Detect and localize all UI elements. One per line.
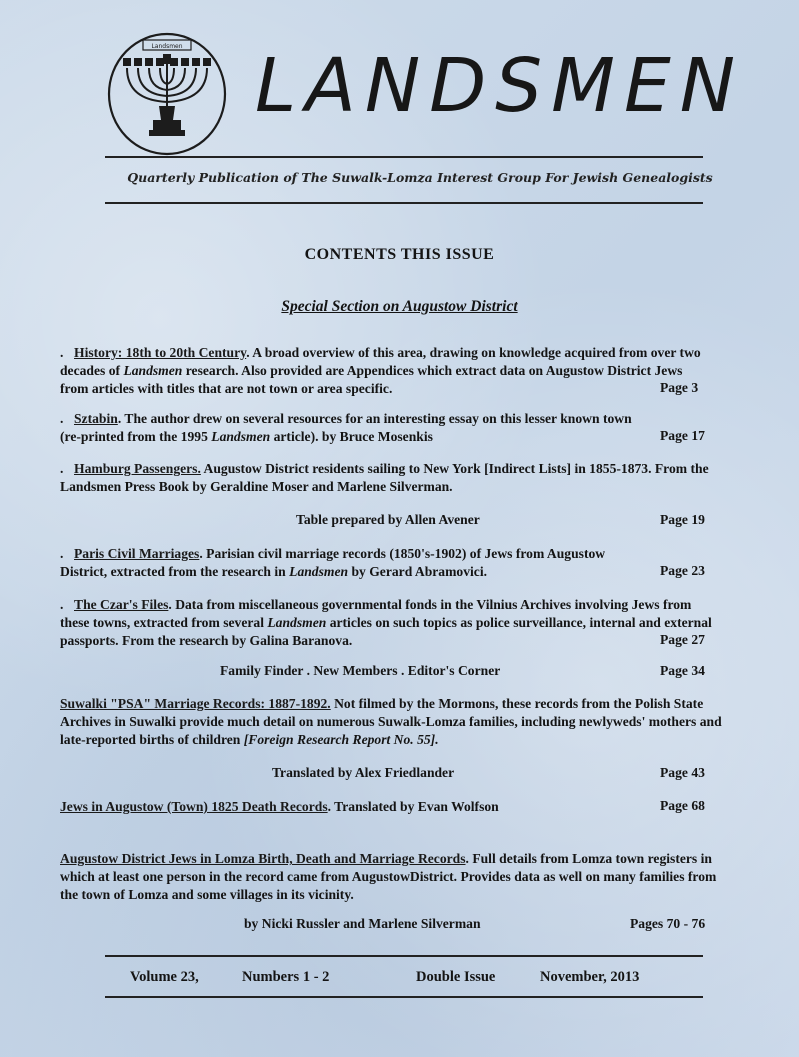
toc-entry-history xyxy=(60,344,710,398)
credit-lomza: by Nicki Russler and Marlene Silverman xyxy=(244,916,481,931)
page-ref-paris: Page 23 xyxy=(660,563,705,578)
entry-text: . The author drew on several resources for an interesting essay on this lesser known town (re-printed from the 1995 xyxy=(60,411,632,444)
entry-text: Augustow District residents sailing to New York [Indirect Lists] in 1855-1873. From the Landsmen Press Book by Geraldine Moser and Marlene Silverman. xyxy=(60,461,709,494)
entry-text-after: article). by Bruce Mosenkis xyxy=(270,429,433,444)
entry-link-czars-files[interactable]: The Czar's Files xyxy=(74,597,169,612)
entry-italic: Landsmen xyxy=(123,363,183,378)
entry-link-psa[interactable]: Suwalki "PSA" Marriage Records: 1887-1892. xyxy=(60,696,331,711)
credit-hamburg: Table prepared by Allen Avener xyxy=(296,512,480,527)
masthead-title: LANDSMEN xyxy=(255,43,745,129)
footer-date: November, 2013 xyxy=(540,969,640,985)
entry-bullet: . xyxy=(60,546,64,561)
footer-bottom-rule xyxy=(105,996,703,998)
footer-numbers: Numbers 1 - 2 xyxy=(242,969,330,985)
page-ref-misc: Page 34 xyxy=(660,663,705,678)
toc-entry-augustow-town xyxy=(60,798,660,816)
page-ref-lomza: Pages 70 - 76 xyxy=(630,916,706,931)
masthead-top-rule xyxy=(105,156,703,158)
page-ref-augustow-town: Page 68 xyxy=(660,798,705,813)
page-ref-psa: Page 43 xyxy=(660,765,705,780)
contents-heading: CONTENTS THIS ISSUE xyxy=(304,246,495,263)
entry-text-after: articles on such topics as police surveillance, internal and external passports. From the research by Galina Baranova. xyxy=(60,615,712,648)
masthead-bottom-rule xyxy=(105,202,703,204)
toc-entry-czars-files xyxy=(60,596,720,650)
special-section-heading: Special Section on Augustow District xyxy=(281,298,518,315)
footer-top-rule xyxy=(105,955,703,957)
entry-text: . Data from miscellaneous governmental fonds in the Vilnius Archives involving Jews from these towns, extracted from several xyxy=(60,597,692,630)
entry-text: Not filmed by the Mormons, these records from the Polish State Archives in Suwalki provide much detail on numerous Suwalk-Lomza families, including newlyweds' mothers and late-reported births of children xyxy=(60,696,722,747)
entry-text-after: research. Also provided are Appendices which extract data on Augustow District Jews from articles with titles that are not town or area specific. xyxy=(60,363,683,396)
entry-link-hamburg[interactable]: Hamburg Passengers. xyxy=(74,461,201,476)
entry-link-paris[interactable]: Paris Civil Marriages xyxy=(74,546,200,561)
entry-italic: Landsmen xyxy=(267,615,327,630)
toc-entry-hamburg xyxy=(60,460,710,496)
page-ref-hamburg: Page 19 xyxy=(660,512,705,527)
entry-text: . A broad overview of this area, drawing on knowledge acquired from over two decades of xyxy=(60,345,701,378)
entry-text: . Translated by Evan Wolfson xyxy=(327,799,499,814)
logo-label: Landsmen xyxy=(151,43,183,50)
entry-italic: [Foreign Research Report No. 55]. xyxy=(243,732,439,747)
credit-psa: Translated by Alex Friedlander xyxy=(272,765,455,780)
misc-sections-line: Family Finder . New Members . Editor's Corner xyxy=(220,663,501,678)
entry-text-after: by Gerard Abramovici. xyxy=(348,564,488,579)
page-ref-history: Page 3 xyxy=(660,380,699,395)
entry-bullet: . xyxy=(60,461,64,476)
toc-entry-lomza xyxy=(60,850,720,904)
menorah-logo-icon xyxy=(103,28,231,156)
footer-issue: Double Issue xyxy=(416,969,496,985)
page-ref-czars-files: Page 27 xyxy=(660,632,705,647)
entry-link-sztabin[interactable]: Sztabin xyxy=(74,411,118,426)
entry-bullet: . xyxy=(60,597,64,612)
entry-italic: Landsmen xyxy=(289,564,349,579)
entry-link-augustow-town[interactable]: Jews in Augustow (Town) 1825 Death Records xyxy=(60,799,328,814)
entry-link-lomza[interactable]: Augustow District Jews in Lomza Birth, Death and Marriage Records xyxy=(60,851,466,866)
footer-volume: Volume 23, xyxy=(130,969,199,985)
entry-italic: Landsmen xyxy=(211,429,271,444)
entry-bullet: . xyxy=(60,411,64,426)
toc-entry-paris xyxy=(60,545,640,581)
toc-entry-psa xyxy=(60,695,725,749)
entry-link-history[interactable]: History: 18th to 20th Century xyxy=(74,345,247,360)
entry-text: . Full details from Lomza town registers in which at least one person in the record came from AugustowDistrict. Provides data as well on many families from the town of Lomza and some villages in its vicinity. xyxy=(60,851,717,902)
page-ref-sztabin: Page 17 xyxy=(660,428,705,443)
entry-text: . Parisian civil marriage records (1850's-1902) of Jews from Augustow District, extracted from the research in xyxy=(60,546,606,579)
masthead-subtitle: Quarterly Publication of The Suwalk-Lomza Interest Group For Jewish Genealogists xyxy=(127,170,713,185)
toc-entry-sztabin xyxy=(60,410,650,446)
entry-bullet: . xyxy=(60,345,64,360)
